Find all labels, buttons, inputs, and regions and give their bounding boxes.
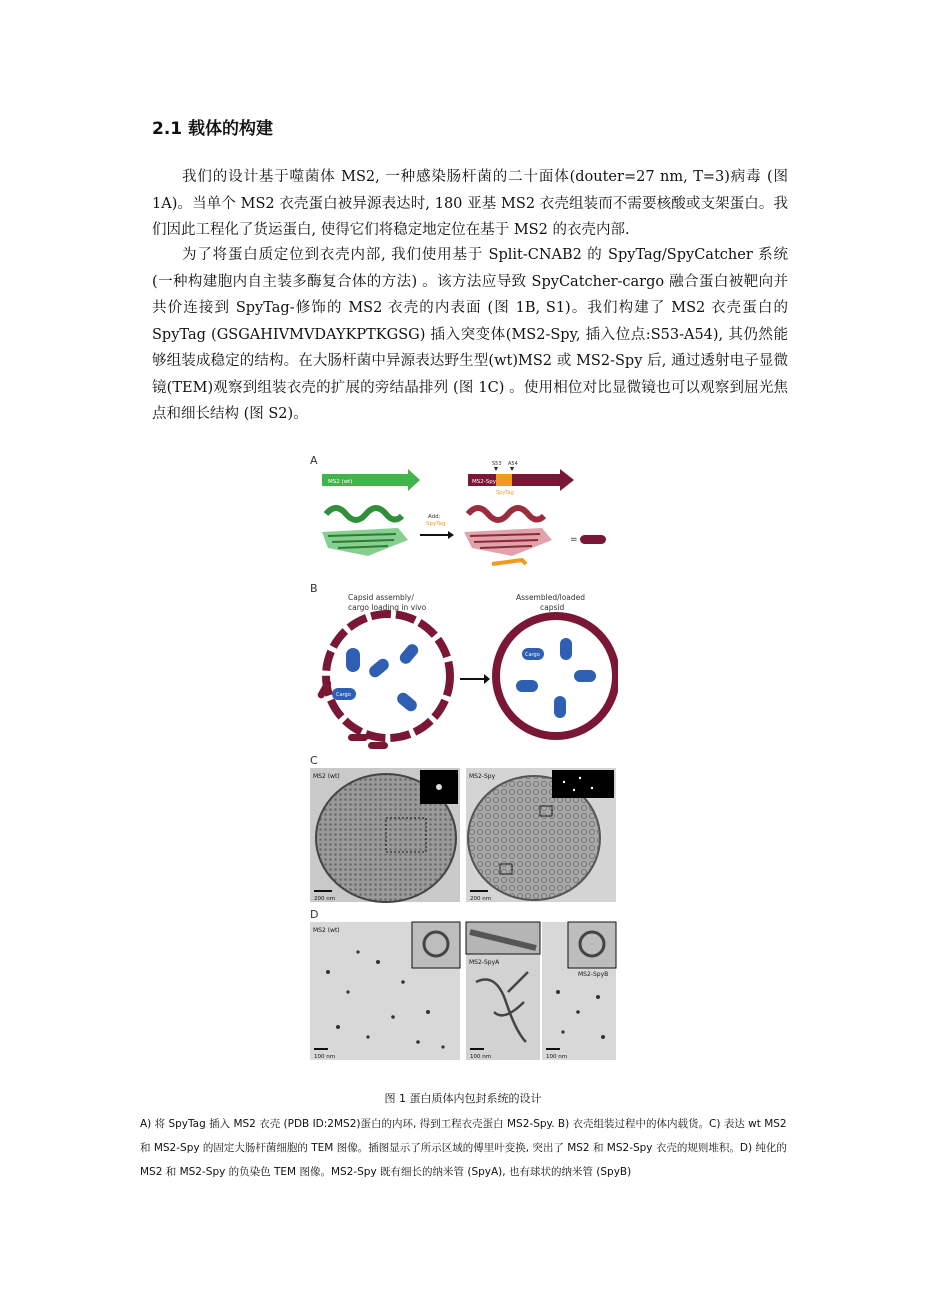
left-title-1: Capsid assembly/ (348, 593, 414, 602)
assembling-capsid (326, 614, 450, 738)
s53-label: S53 (492, 461, 502, 467)
a54-label: A54 (508, 461, 518, 467)
d-wt-label: MS2 (wt) (313, 927, 340, 934)
cargo-right (516, 638, 596, 718)
left-title-2: cargo loading in vivo (348, 603, 427, 612)
scale-label: 100 nm (470, 1054, 492, 1060)
scale-label: 200 nm (314, 896, 336, 902)
spytag-insert (496, 474, 512, 486)
cargo-label: Cargo (336, 692, 351, 698)
panel-d-letter: D (310, 908, 319, 921)
d-spyb-label: MS2-SpyB (578, 971, 609, 978)
panel-a (310, 454, 606, 564)
figure-caption-title: 图 1 蛋白质体内包封系统的设计 (384, 1092, 542, 1105)
loaded-capsid (496, 616, 616, 736)
spy-label: MS2-Spy (469, 773, 496, 780)
free-subunit (348, 734, 368, 741)
panel-b-letter: B (310, 582, 318, 595)
figure-1 (308, 452, 618, 1062)
ms2-wt-structure (322, 508, 408, 556)
spy-icon (580, 535, 606, 544)
right-title-1: Assembled/loaded (516, 593, 586, 602)
assembly-arrow (460, 674, 490, 684)
scale-label: 100 nm (314, 1054, 336, 1060)
spyb-inset (568, 922, 616, 968)
wt-label: MS2 (wt) (313, 773, 340, 780)
spy-arrow-label: MS2-Spy (472, 479, 496, 485)
d-spya-label: MS2-SpyA (469, 959, 500, 966)
equals-sign: = (570, 535, 578, 545)
insertion-markers (494, 467, 514, 471)
scale-bar (314, 890, 332, 892)
panel-c-letter: C (310, 754, 318, 767)
wt-arrow-label: MS2 (wt) (328, 479, 353, 485)
paragraph-2: 为了将蛋白质定位到衣壳内部, 我们使用基于 Split-CNAB2 的 SpyTag/SpyCatcher 系统 (一种构建胞内自主装多酶复合体的方法) 。该方法应导致 SpyCatcher-cargo 融合蛋白被靶向并共价连接到 SpyTag-修饰的 MS2 衣壳的内表面 (图 1B, S1)。我们构建了 MS2 衣壳蛋白的 SpyTag (GSGAHIVMVDAYKPTKGSG) 插入突变体(MS2-Spy, 插入位点:S53-A54), 其仍然能够组装成稳定的结构。在大肠杆菌中异源表达野生型(wt)MS2 或 MS2-Spy 后, 通过透射电子显微镜(TEM)观察到组装衣壳的扩展的旁结晶排列 (图 1C) 。使用相位对比显微镜也可以观察到屈光焦点和细长结构 (图 S2)。 (152, 247, 788, 422)
cargo-label: Cargo (525, 652, 540, 658)
panel-c (310, 754, 616, 902)
section-heading: 2.1 载体的构建 (152, 119, 274, 139)
add-label: Add: (428, 514, 441, 520)
paragraph-1: 我们的设计基于噬菌体 MS2, 一种感染肠杆菌的二十面体(douter=27 nm, T=3)病毒 (图 1A)。当单个 MS2 衣壳蛋白被异源表达时, 180 亚基 MS2 衣壳组装而不需要核酸或支架蛋白。我们因此工程化了货运蛋白, 使得它们将稳定地定位在基于 MS2 的衣壳内部. (152, 169, 788, 238)
spytag-label: SpyTag (496, 490, 514, 496)
scale-label: 200 nm (470, 896, 492, 902)
cargo-left (332, 642, 421, 714)
fft-center (436, 784, 442, 790)
free-subunit (368, 742, 388, 749)
scale-label: 100 nm (546, 1054, 568, 1060)
scale-bar (470, 890, 488, 892)
add-arrow (420, 531, 454, 539)
panel-a-letter: A (310, 454, 318, 467)
right-title-2: capsid (540, 603, 565, 612)
spy-fft-inset (552, 770, 614, 798)
panel-b (310, 582, 616, 749)
ms2-spy-structure (464, 508, 552, 564)
figure-caption-body: A) 将 SpyTag 插入 MS2 衣壳 (PDB ID:2MS2)蛋白的内环, 得到工程衣壳蛋白 MS2-Spy. B) 衣壳组装过程中的体内载货。C) 表达 wt MS2 和 MS2-Spy 的固定大肠杆菌细胞的 TEM 图像。插图显示了所示区域的傅里叶变换, 突出了 MS2 和 MS2-Spy 衣壳的规则堆积。D) 纯化的 MS2 和 MS2-Spy 的负染色 TEM 图像。MS2-Spy 既有细长的纳米管 (SpyA), 也有球状的纳米管 (SpyB) (140, 1118, 787, 1178)
wt-inset (412, 922, 460, 968)
add-tag: SpyTag (426, 521, 446, 527)
panel-d (310, 908, 616, 1060)
